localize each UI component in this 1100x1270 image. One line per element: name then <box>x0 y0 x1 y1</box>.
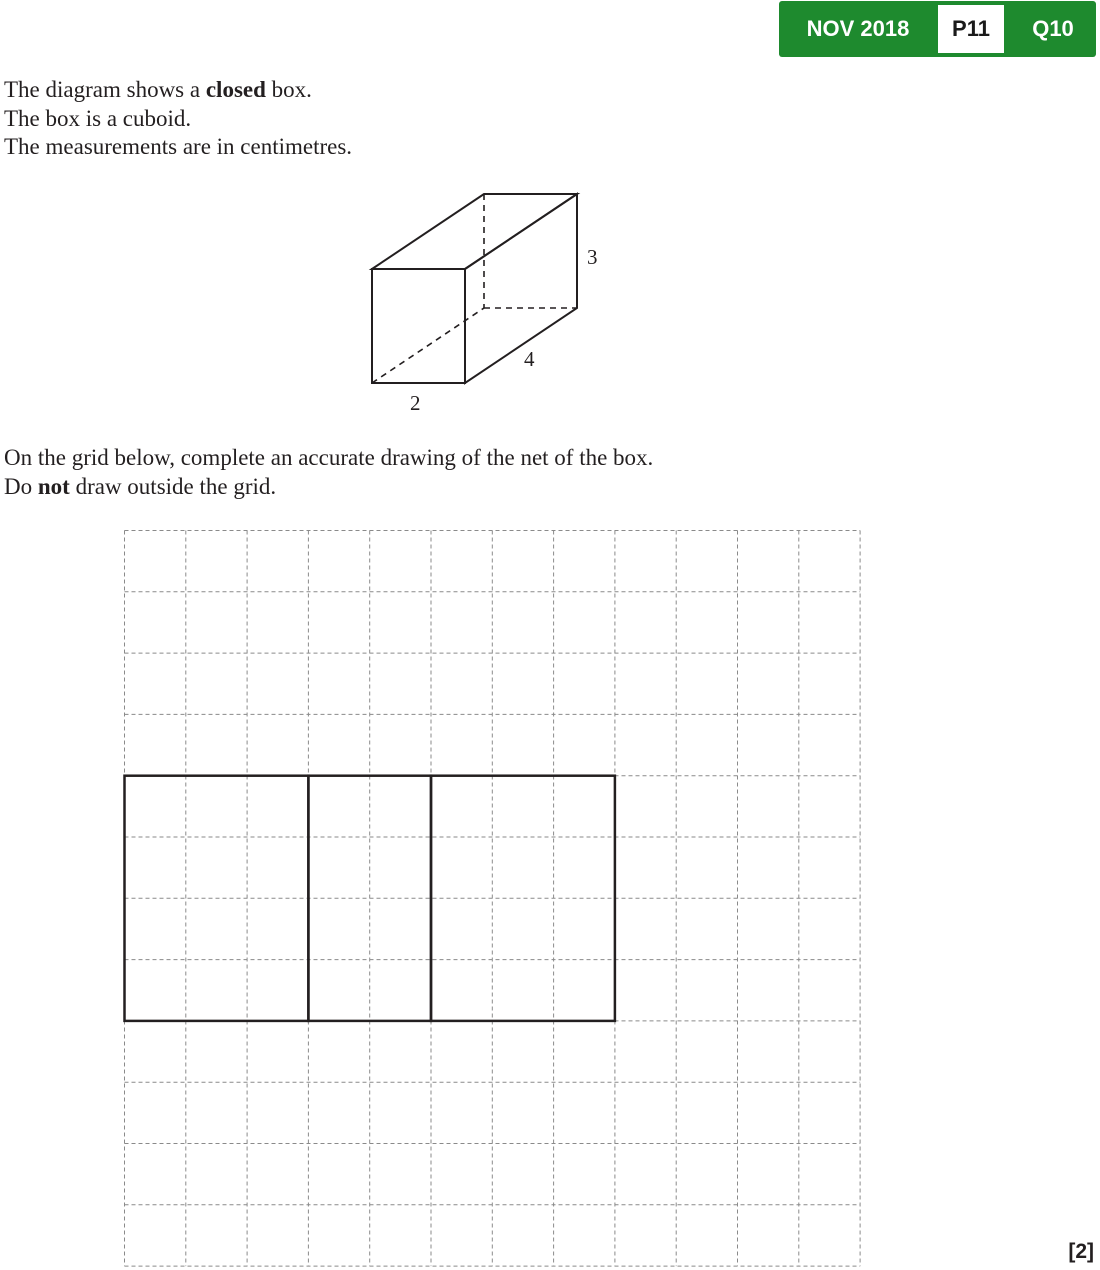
instruction-line-2-pre: Do <box>4 473 38 499</box>
instruction-line-1: On the grid below, complete an accurate drawing of the net of the box. <box>4 445 654 470</box>
intro-line-1-bold: closed <box>205 77 266 102</box>
intro-line-1-pre: The diagram shows a <box>4 77 206 102</box>
question-number: Q10 <box>1032 16 1074 41</box>
label-width: 2 <box>410 391 421 415</box>
marks-label: [2] <box>1068 1240 1094 1263</box>
intro-line-1-post: box. <box>265 77 312 102</box>
label-length: 4 <box>524 347 535 371</box>
exam-session: NOV 2018 <box>806 16 910 41</box>
label-height: 3 <box>587 245 598 269</box>
paper-number: P11 <box>938 5 1004 53</box>
instruction-line-2-post: draw outside the grid. <box>69 473 277 499</box>
intro-line-3: The measurements are in centimetres. <box>4 134 353 159</box>
intro-line-2: The box is a cuboid. <box>4 105 192 131</box>
instruction-line-2-bold: not <box>37 473 70 499</box>
